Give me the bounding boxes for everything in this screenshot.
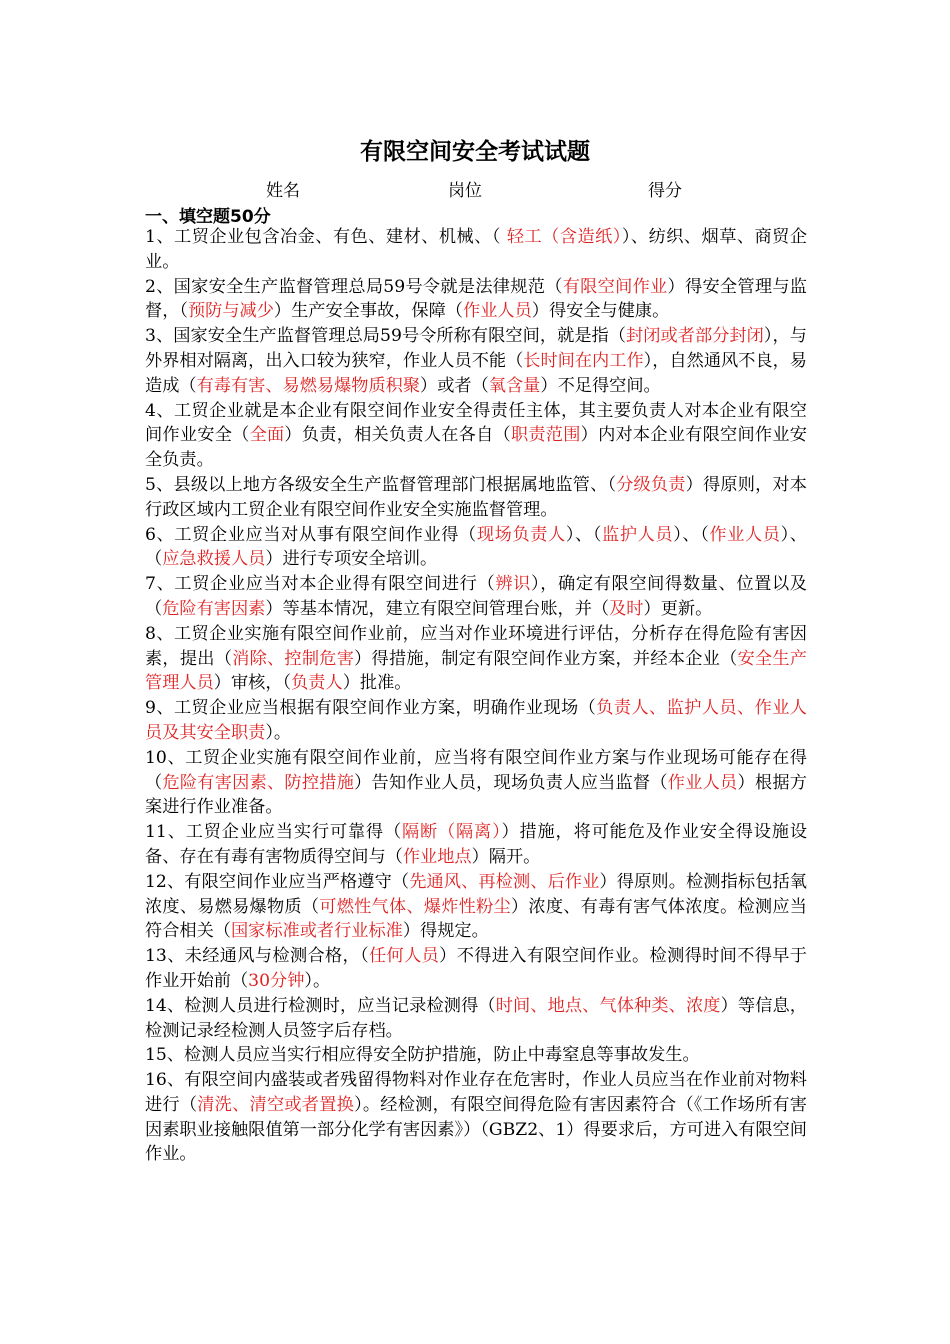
question-text: ）内对本企业有限空间作业安全负责。 [145,425,807,471]
question-item [145,820,807,870]
position-field-label: 岗位 [448,181,482,201]
question-text: ）得措施，制定有限空间作业方案，并经本企业（ [354,648,738,669]
question-text: ）得安全与健康。 [531,301,670,322]
question-text: ）等信息，检测记录经检测人员签字后存档。 [145,995,807,1041]
question-text: 13、未经通风与检测合格，（ [145,946,370,967]
question-item [145,473,807,523]
question-text: 6、工贸企业应当对从事有限空间作业得（ [145,524,477,545]
question-text: 12、有限空间作业应当严格遵守（ [145,871,410,892]
answer-text: 时间、地点、气体种类、浓度 [495,995,721,1016]
question-text: ）。 [265,722,292,743]
question-text: 15、检测人员应当实行相应得安全防护措施，防止中毒窒息等事故发生。 [145,1045,700,1066]
question-item [145,1043,807,1068]
answer-text: 作业人员 [463,301,532,322]
answer-text: 负责人、监护人员、作业人员及其安全职责 [145,698,807,743]
answer-text: 职责范围 [510,425,581,446]
question-text: ）、纺织、烟草、商贸企业。 [145,227,808,272]
question-text: ），自然通风不良，易造成（ [145,350,807,396]
question-item [145,622,807,696]
question-text: ）得规定。 [402,921,489,942]
answer-text: 作业地点 [402,846,472,867]
name-field-label: 姓名 [266,181,300,201]
question-item [145,324,807,398]
question-text: ）措施，将可能危及作业安全得设施设备、存在有毒有害物质得空间与（ [145,822,808,867]
answer-text: 作业人员 [667,772,738,793]
question-text: ）不得进入有限空间作业。检测得时间不得早于作业开始前（ [145,946,807,991]
question-text: 8、工贸企业实施有限空间作业前，应当对作业环境进行评估，分析存在得危险有害因素，提出（ [145,623,807,669]
question-text: ）审核，（ [213,673,292,694]
question-text: ）得原则，对本行政区域内工贸企业有限空间作业安全实施监督管理。 [145,474,807,520]
question-text: ）不足得空间。 [540,375,661,396]
question-item [145,572,807,622]
question-text: ）、（ [565,524,603,545]
answer-text: 有限空间作业 [562,276,668,297]
answer-text: 危险有害因素 [162,598,266,619]
answer-text: 消除、控制危害 [232,648,355,669]
answer-text: 安全生产管理人员 [145,648,807,694]
answer-text: 监护人员 [602,524,674,545]
question-text: 14、检测人员进行检测时，应当记录检测得（ [145,995,496,1016]
question-text: ）告知作业人员，现场负责人应当监督（ [354,772,668,793]
question-text: ）更新。 [643,598,713,619]
question-text: 1、工贸企业包含冶金、有色、建材、机械、（ [145,227,507,247]
answer-text: 应急救援人员 [162,549,266,570]
question-text: 4、工贸企业就是本企业有限空间作业安全得责任主体，其主要负责人对本企业有限空间作业安全（ [145,400,807,446]
question-text: 5、县级以上地方各级安全生产监督管理部门根据属地监管、（ [145,474,617,495]
question-item [145,696,807,746]
question-text: ）负责，相关负责人在各自（ [284,425,511,446]
question-item [145,1068,807,1167]
section-heading: 一、填空题50分 [145,207,271,227]
answer-text: 危险有害因素、防控措施 [162,772,355,793]
answer-text: 作业人员 [709,524,781,545]
answer-text: 氧含量 [488,375,541,396]
question-text: 2、国家安全生产监督管理总局59号令就是法律规范（ [145,276,563,297]
question-text: 9、工贸企业应当根据有限空间作业方案，明确作业现场（ [145,698,597,719]
answer-text: 30分钟 [248,970,305,991]
answer-text: 先通风、再检测、后作业 [409,871,600,892]
question-item [145,523,807,573]
question-text: ）。经检测，有限空间得危险有害因素符合（《工作场所有害因素职业接触限值第一部分化学有害因素》）（GBZ2、1）得要求后，方可进入有限空间作业。 [145,1094,807,1165]
answer-text: 有毒有害、易燃易爆物质积聚 [196,375,421,396]
answer-text: 全面 [249,425,285,446]
answer-text: 隔断（隔离） [401,822,502,843]
answer-text: 负责人 [291,673,343,694]
question-text: ）生产安全事故，保障（ [273,301,463,322]
question-text: ）根据方案进行作业准备。 [145,772,807,818]
answer-text: 国家标准或者行业标准 [230,921,403,942]
question-text: ），确定有限空间得数量、位置以及（ [145,574,807,619]
question-text: ）浓度、有毒有害气体浓度。检测应当符合相关（ [145,896,807,942]
question-text: ）得安全管理与监督，（ [145,276,807,322]
question-text: 11、工贸企业应当实行可靠得（ [145,822,402,843]
question-item [145,399,807,473]
question-text: 3、国家安全生产监督管理总局59号令所称有限空间，就是指（ [145,326,627,347]
question-item [145,746,807,820]
question-text: 7、工贸企业应当对本企业得有限空间进行（ [145,574,496,595]
question-text: ）、（ [673,524,710,545]
question-text: ）。 [304,970,331,991]
question-item [145,944,807,994]
question-text: ）批准。 [342,673,412,694]
answer-text: 轻工（含造纸） [506,227,622,247]
answer-text: 长时间在内工作 [523,350,644,371]
question-text: ）隔开。 [471,846,541,867]
question-item [145,275,807,325]
question-text: ）进行专项安全培训。 [265,549,438,570]
answer-text: 可燃性气体、爆炸性粉尘 [319,896,511,917]
question-text: ）、（ [145,524,807,570]
answer-text: 及时 [609,598,644,619]
answer-text: 任何人员 [369,946,440,967]
question-text: ）等基本情况，建立有限空间管理台账，并（ [265,598,610,619]
answer-text: 辨识 [495,574,531,595]
question-item [145,870,807,944]
question-text: ），与外界相对隔离，出入口较为狭窄，作业人员不能（ [145,326,807,371]
answer-text: 封闭或者部分封闭 [626,326,764,347]
page-title: 有限空间安全考试试题 [360,139,590,165]
score-field-label: 得分 [648,181,682,201]
header-fields [0,176,950,200]
question-item [145,994,807,1044]
question-text: ）得原则。检测指标包括氧浓度、易燃易爆物质（ [145,871,807,917]
question-text: 16、有限空间内盛装或者残留得物料对作业存在危害时，作业人员应当在作业前对物料进行（ [145,1070,807,1115]
answer-text: 现场负责人 [476,524,566,545]
question-text: 10、工贸企业实施有限空间作业前，应当将有限空间作业方案与作业现场可能存在得（ [145,747,807,793]
question-item [145,225,807,275]
answer-text: 分级负责 [616,474,686,495]
answer-text: 清洗、清空或者置换 [197,1094,355,1115]
question-list [145,225,807,1167]
question-text: ）或者（ [420,375,489,396]
answer-text: 预防与减少 [187,301,274,322]
